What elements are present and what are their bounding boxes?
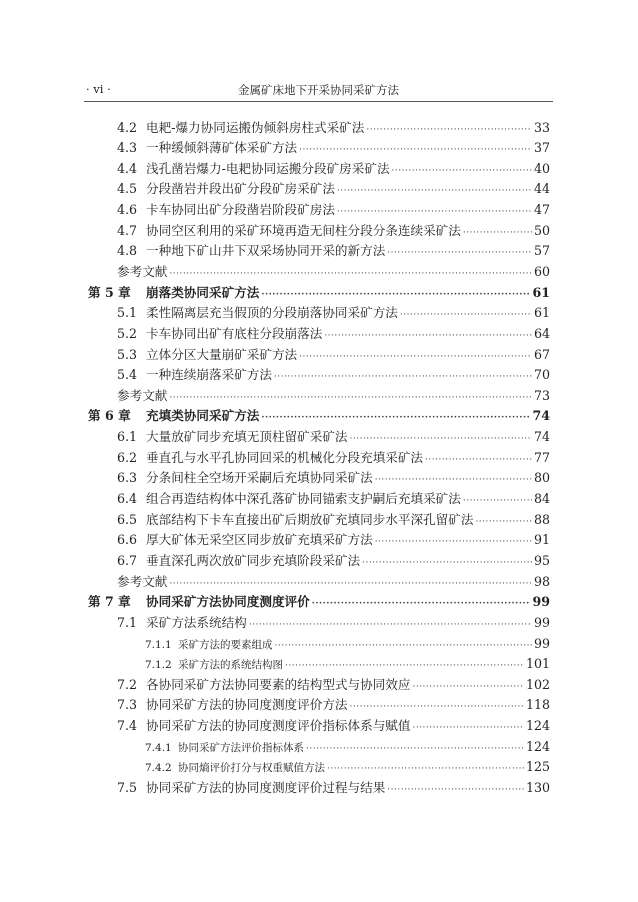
entry-number: 7.5 (117, 780, 138, 795)
entry-page-number: 118 (525, 697, 550, 713)
dot-leader (337, 202, 532, 223)
dot-leader (366, 120, 532, 141)
dot-leader (463, 223, 532, 244)
entry-number: 7.1.1 (145, 638, 172, 651)
entry-title: 底部结构下卡车直接出矿后期放矿充填同步水平深孔留矿法 (146, 511, 474, 527)
book-title: 金属矿床地下开采协同采矿方法 (238, 83, 399, 97)
toc-entry[interactable] (88, 221, 550, 242)
dot-leader (261, 408, 530, 429)
toc-chapter[interactable] (88, 406, 550, 427)
entry-title: 分段凿岩并段出矿分段矿房采矿法 (146, 181, 335, 197)
dot-leader (362, 553, 532, 574)
toc-entry[interactable] (88, 200, 550, 221)
dot-leader (425, 450, 532, 471)
entry-page-number: 74 (533, 429, 550, 445)
entry-page-number: 67 (533, 346, 550, 362)
entry-number: 7.4.1 (145, 741, 172, 754)
entry-page-number: 33 (533, 119, 550, 135)
entry-title: 分条间柱全空场开采嗣后充填协同采矿法 (146, 470, 373, 486)
dot-leader (169, 574, 532, 595)
entry-number: 4.2 (117, 119, 138, 135)
entry-title: 协同空区利用的采矿环境再造无间柱分段分条连续采矿法 (146, 222, 461, 238)
entry-page-number: 125 (525, 759, 550, 775)
dot-leader (375, 470, 532, 491)
entry-title: 参考文献 (117, 263, 168, 279)
entry-page-number: 73 (533, 387, 550, 403)
entry-page-number: 50 (533, 222, 550, 238)
entry-number: 5.3 (117, 346, 138, 362)
entry-page-number: 95 (533, 552, 550, 568)
toc-references[interactable] (88, 386, 550, 407)
entry-page-number: 124 (525, 718, 550, 734)
toc-entry[interactable] (88, 427, 550, 448)
entry-title: 卡车协同出矿分段凿岩阶段矿房法 (146, 202, 335, 218)
entry-page-number: 98 (533, 573, 550, 589)
entry-number: 7.1 (117, 614, 138, 630)
dot-leader (169, 388, 532, 409)
toc-entry[interactable] (88, 138, 550, 159)
toc-entry[interactable] (88, 716, 550, 737)
entry-title: 厚大矿体无采空区同步放矿充填采矿方法 (146, 532, 373, 548)
entry-number: 第 5 章 (88, 284, 131, 300)
dot-leader (392, 161, 532, 182)
dot-leader (299, 347, 532, 368)
page-number: · vi · (86, 82, 111, 96)
toc-entry[interactable] (88, 489, 550, 510)
dot-leader (387, 780, 524, 801)
dot-leader (412, 718, 523, 739)
entry-page-number: 84 (533, 491, 550, 507)
entry-number: 7.1.2 (145, 659, 172, 672)
entry-page-number: 70 (533, 367, 550, 383)
entry-title: 卡车协同出矿有底柱分段崩落法 (146, 325, 323, 341)
dot-leader (400, 305, 532, 326)
dot-leader (350, 697, 524, 718)
dot-leader (337, 181, 532, 202)
entry-page-number: 37 (533, 140, 550, 156)
entry-page-number: 57 (533, 243, 550, 259)
toc-entry[interactable] (88, 118, 550, 139)
toc-entry[interactable] (88, 241, 550, 262)
toc-entry[interactable] (88, 634, 550, 655)
toc-chapter[interactable] (88, 592, 550, 613)
entry-page-number: 102 (525, 676, 550, 692)
entry-title: 一种地下矿山井下双采场协同开采的新方法 (146, 243, 386, 259)
entry-title: 协同熵评价打分与权重赋值方法 (178, 762, 325, 775)
entry-page-number: 64 (533, 325, 550, 341)
dot-leader (312, 594, 531, 615)
entry-number: 7.4 (117, 718, 138, 734)
toc-entry[interactable] (88, 613, 550, 634)
entry-number: 4.6 (117, 202, 138, 218)
entry-title: 采矿方法系统结构 (146, 614, 247, 630)
toc-entry[interactable] (88, 324, 550, 345)
entry-number: 6.6 (117, 532, 138, 548)
dot-leader (412, 677, 523, 698)
table-of-contents (88, 118, 550, 799)
entry-page-number: 44 (533, 181, 550, 197)
toc-entry[interactable] (88, 551, 550, 572)
dot-leader (375, 532, 532, 553)
entry-title: 各协同采矿方法协同要素的结构型式与协同效应 (146, 676, 411, 692)
entry-number: 第 7 章 (88, 594, 131, 610)
entry-title: 参考文献 (117, 573, 168, 589)
entry-page-number: 40 (533, 160, 550, 176)
entry-page-number: 61 (532, 284, 550, 300)
entry-number: 4.7 (117, 222, 138, 238)
dot-leader (463, 491, 532, 512)
toc-entry[interactable] (88, 303, 550, 324)
entry-title: 协同采矿方法的协同度测度评价指标体系与赋值 (146, 718, 411, 734)
entry-title: 协同采矿方法协同度测度评价 (146, 594, 310, 610)
entry-number: 5.1 (117, 305, 138, 321)
toc-entry[interactable] (88, 778, 550, 799)
entry-page-number: 130 (525, 780, 550, 795)
entry-page-number: 99 (532, 594, 550, 610)
toc-entry[interactable] (88, 345, 550, 366)
dot-leader (169, 264, 532, 285)
toc-entry[interactable] (88, 654, 550, 675)
toc-entry[interactable] (88, 510, 550, 531)
entry-page-number: 99 (533, 614, 550, 630)
entry-title: 垂直孔与水平孔协同回采的机械化分段充填采矿法 (146, 449, 424, 465)
entry-page-number: 74 (532, 408, 550, 424)
toc-entry[interactable] (88, 757, 550, 778)
entry-title: 协同采矿方法的协同度测度评价过程与结果 (146, 780, 386, 795)
entry-title: 一种连续崩落采矿方法 (146, 367, 272, 383)
dot-leader (350, 429, 532, 450)
entry-title: 协同采矿方法评价指标体系 (178, 741, 304, 754)
entry-number: 6.2 (117, 449, 138, 465)
entry-number: 6.1 (117, 429, 138, 445)
dot-leader (387, 243, 532, 264)
entry-title: 电耙-爆力协同运搬伪倾斜房柱式采矿法 (146, 119, 365, 135)
dot-leader (275, 636, 532, 657)
toc-entry[interactable] (88, 365, 550, 386)
dot-leader (324, 326, 532, 347)
entry-title: 立体分区大量崩矿采矿方法 (146, 346, 298, 362)
running-header (86, 80, 551, 100)
entry-number: 第 6 章 (88, 408, 131, 424)
entry-page-number: 60 (533, 263, 550, 279)
dot-leader (285, 656, 524, 677)
entry-title: 一种缓倾斜薄矿体采矿方法 (146, 140, 298, 156)
entry-number: 5.2 (117, 325, 138, 341)
entry-page-number: 47 (533, 202, 550, 218)
entry-title: 垂直深孔两次放矿同步充填阶段采矿法 (146, 552, 361, 568)
entry-page-number: 88 (533, 511, 550, 527)
toc-entry[interactable] (88, 448, 550, 469)
toc-chapter[interactable] (88, 283, 550, 304)
entry-title: 采矿方法的系统结构图 (178, 659, 283, 672)
dot-leader (261, 285, 530, 306)
entry-number: 4.4 (117, 160, 138, 176)
entry-page-number: 101 (525, 656, 550, 672)
dot-leader (306, 739, 524, 760)
toc-entry[interactable] (88, 695, 550, 716)
entry-title: 浅孔凿岩爆力-电耙协同运搬分段矿房采矿法 (146, 160, 390, 176)
entry-number: 6.4 (117, 491, 138, 507)
entry-page-number: 80 (533, 470, 550, 486)
entry-title: 充填类协同采矿方法 (146, 408, 260, 424)
entry-number: 4.5 (117, 181, 138, 197)
entry-number: 6.3 (117, 470, 138, 486)
entry-title: 组合再造结构体中深孔落矿协同锚索支护嗣后充填采矿法 (146, 491, 461, 507)
entry-title: 柔性隔离层充当假顶的分段崩落协同采矿方法 (146, 305, 398, 321)
dot-leader (274, 367, 532, 388)
entry-number: 7.3 (117, 697, 138, 713)
entry-title: 大量放矿同步充填无顶柱留矿采矿法 (146, 429, 348, 445)
entry-title: 采矿方法的要素组成 (178, 638, 273, 651)
entry-title: 参考文献 (117, 387, 168, 403)
dot-leader (475, 512, 532, 533)
entry-number: 7.4.2 (145, 762, 172, 775)
toc-entry[interactable] (88, 468, 550, 489)
entry-title: 协同采矿方法的协同度测度评价方法 (146, 697, 348, 713)
entry-page-number: 99 (533, 635, 550, 651)
dot-leader (327, 759, 524, 780)
entry-page-number: 77 (533, 449, 550, 465)
toc-entry[interactable] (88, 675, 550, 696)
toc-entry[interactable] (88, 179, 550, 200)
entry-number: 4.3 (117, 140, 138, 156)
dot-leader (249, 615, 532, 636)
dot-leader (299, 140, 532, 161)
entry-number: 7.2 (117, 676, 138, 692)
toc-references[interactable] (88, 262, 550, 283)
entry-page-number: 124 (525, 738, 550, 754)
entry-number: 5.4 (117, 367, 138, 383)
entry-number: 6.5 (117, 511, 138, 527)
header-rule (84, 101, 553, 102)
entry-number: 4.8 (117, 243, 138, 259)
toc-references[interactable] (88, 572, 550, 593)
entry-title: 崩落类协同采矿方法 (146, 284, 260, 300)
entry-page-number: 91 (533, 532, 550, 548)
toc-entry[interactable] (88, 159, 550, 180)
toc-entry[interactable] (88, 737, 550, 758)
entry-page-number: 61 (533, 305, 550, 321)
entry-number: 6.7 (117, 552, 138, 568)
toc-entry[interactable] (88, 530, 550, 551)
